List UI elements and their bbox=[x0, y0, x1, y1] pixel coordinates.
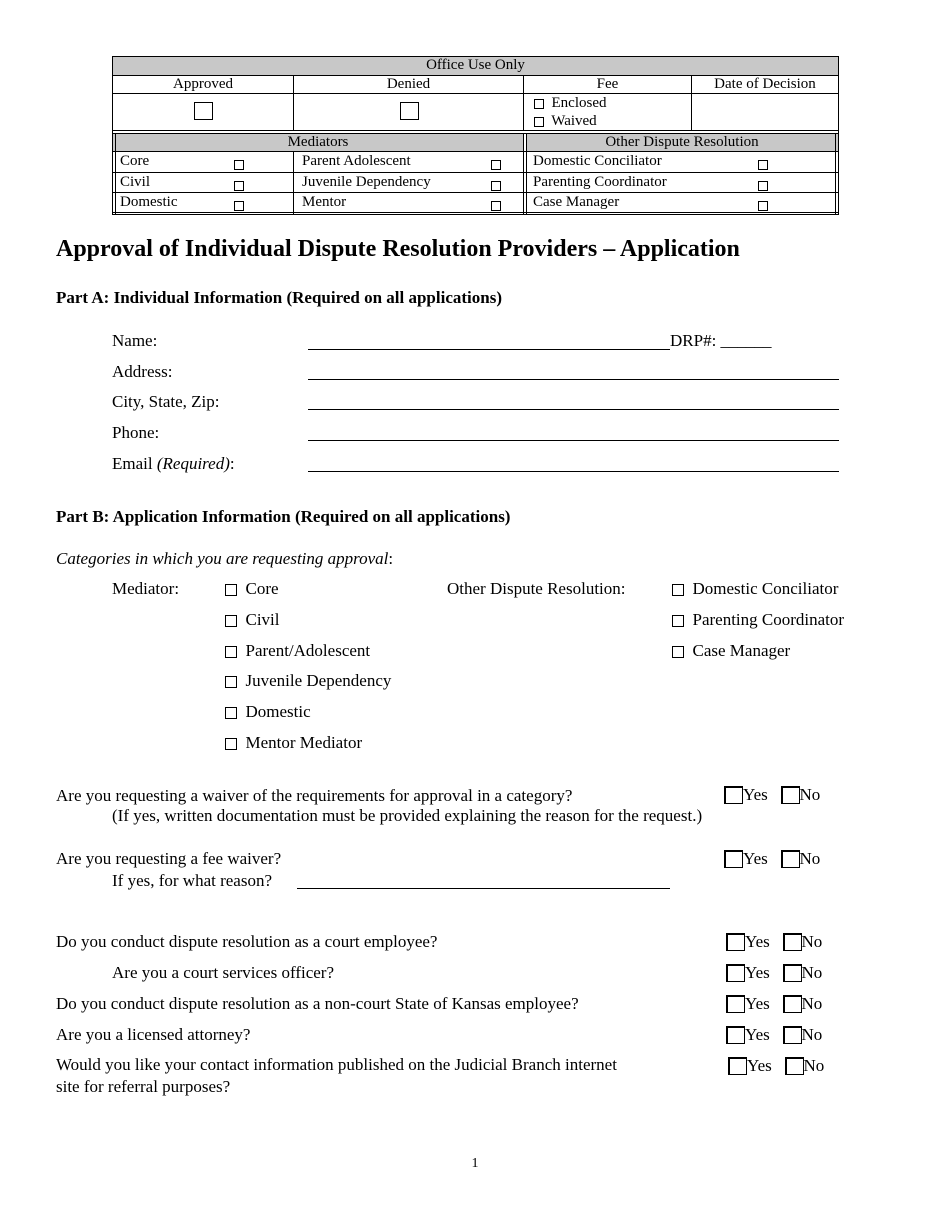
address-input[interactable] bbox=[308, 379, 839, 380]
email-label-text: Email bbox=[112, 454, 157, 473]
yes-label: Yes bbox=[745, 1025, 770, 1045]
office-parent-adolescent-checkbox[interactable] bbox=[491, 156, 501, 173]
q-state-employee-yes-checkbox[interactable] bbox=[726, 995, 745, 1013]
q-cso: Are you a court services officer? bbox=[112, 963, 334, 982]
office-core-checkbox[interactable] bbox=[234, 156, 244, 173]
office-med-domestic: Domestic bbox=[120, 194, 178, 210]
denied-header: Denied bbox=[386, 76, 431, 92]
q-court-employee-yesno bbox=[726, 931, 822, 952]
part-a-heading: Part A: Individual Information (Required on all applications) bbox=[56, 288, 502, 307]
q-attorney: Are you a licensed attorney? bbox=[56, 1025, 251, 1044]
part-b-heading: Part B: Application Information (Required on all applications) bbox=[56, 507, 511, 526]
office-odr-parenting: Parenting Coordinator bbox=[533, 174, 667, 190]
mediator-option-parent-adolescent[interactable] bbox=[225, 641, 370, 661]
mediator-core-label: Core bbox=[245, 579, 279, 598]
no-label: No bbox=[801, 994, 823, 1014]
mediator-civil-checkbox[interactable] bbox=[225, 615, 237, 627]
q-attorney-no-checkbox[interactable] bbox=[783, 1026, 802, 1044]
q-court-employee: Do you conduct dispute resolution as a court employee? bbox=[56, 932, 438, 951]
q-attorney-yes-checkbox[interactable] bbox=[726, 1026, 745, 1044]
q-waiver-yes-checkbox[interactable] bbox=[724, 786, 743, 804]
email-colon: : bbox=[229, 454, 235, 473]
categories-intro bbox=[56, 549, 393, 569]
yes-label: Yes bbox=[745, 994, 770, 1014]
no-label: No bbox=[801, 1025, 823, 1045]
q-state-employee-yesno bbox=[726, 993, 822, 1014]
approved-header: Approved bbox=[173, 76, 233, 92]
office-med-core: Core bbox=[120, 153, 150, 169]
no-label: No bbox=[799, 785, 821, 805]
fee-waived-checkbox[interactable] bbox=[534, 117, 544, 127]
email-label bbox=[112, 454, 235, 474]
mediator-domestic-label: Domestic bbox=[245, 702, 311, 721]
yes-label: Yes bbox=[745, 963, 770, 983]
mediator-parent-adolescent-label: Parent/Adolescent bbox=[245, 641, 371, 660]
odr-option-case-manager[interactable] bbox=[672, 641, 790, 661]
odr-parenting-label: Parenting Coordinator bbox=[692, 610, 845, 629]
mediator-option-mentor[interactable] bbox=[225, 733, 362, 753]
mediator-juvenile-label: Juvenile Dependency bbox=[245, 671, 392, 690]
odr-conciliator-label: Domestic Conciliator bbox=[692, 579, 839, 598]
office-use-title: Office Use Only bbox=[113, 57, 838, 75]
q-publish-yesno bbox=[728, 1055, 824, 1076]
mediator-option-core[interactable] bbox=[225, 579, 279, 599]
approved-checkbox[interactable] bbox=[194, 102, 213, 125]
q-cso-yesno bbox=[726, 962, 822, 983]
email-required-note: (Required) bbox=[156, 454, 230, 473]
q-cso-no-checkbox[interactable] bbox=[783, 964, 802, 982]
denied-checkbox[interactable] bbox=[400, 102, 419, 125]
q-state-employee: Do you conduct dispute resolution as a non-court State of Kansas employee? bbox=[56, 994, 579, 1013]
mediator-civil-label: Civil bbox=[245, 610, 280, 629]
q-waiver-note: (If yes, written documentation must be provided explaining the reason for the request.) bbox=[112, 806, 703, 825]
fee-waived-option[interactable] bbox=[534, 113, 597, 130]
q-waiver-no-checkbox[interactable] bbox=[781, 786, 800, 804]
odr-conciliator-checkbox[interactable] bbox=[672, 584, 684, 596]
no-label: No bbox=[803, 1056, 825, 1076]
fee-enclosed-option[interactable] bbox=[534, 95, 606, 112]
yes-label: Yes bbox=[745, 932, 770, 952]
q-publish-no-checkbox[interactable] bbox=[785, 1057, 804, 1075]
q-court-employee-yes-checkbox[interactable] bbox=[726, 933, 745, 951]
odr-case-manager-checkbox[interactable] bbox=[672, 646, 684, 658]
q-court-employee-no-checkbox[interactable] bbox=[783, 933, 802, 951]
mediator-domestic-checkbox[interactable] bbox=[225, 707, 237, 719]
q-publish-line2: site for referral purposes? bbox=[56, 1077, 231, 1096]
date-of-decision-header: Date of Decision bbox=[714, 76, 816, 92]
odr-parenting-checkbox[interactable] bbox=[672, 615, 684, 627]
categories-colon: : bbox=[388, 549, 394, 568]
odr-option-conciliator[interactable] bbox=[672, 579, 838, 599]
no-label: No bbox=[801, 963, 823, 983]
mediator-mentor-checkbox[interactable] bbox=[225, 738, 237, 750]
office-med-mentor: Mentor bbox=[302, 194, 347, 210]
office-med-parent-adolescent: Parent Adolescent bbox=[302, 153, 411, 169]
q-waiver-yesno bbox=[724, 784, 820, 805]
office-use-table bbox=[112, 56, 839, 215]
mediator-option-civil[interactable] bbox=[225, 610, 280, 630]
phone-input[interactable] bbox=[308, 440, 839, 441]
mediator-parent-adolescent-checkbox[interactable] bbox=[225, 646, 237, 658]
page-title: Approval of Individual Dispute Resolution Providers – Application bbox=[56, 236, 740, 262]
fee-enclosed-label: Enclosed bbox=[551, 95, 607, 111]
mediators-header: Mediators bbox=[113, 134, 523, 151]
name-label: Name: bbox=[112, 331, 158, 350]
office-med-civil: Civil bbox=[120, 174, 151, 190]
q-attorney-yesno bbox=[726, 1024, 822, 1045]
q-waiver: Are you requesting a waiver of the requirements for approval in a category? bbox=[56, 786, 573, 805]
mediator-option-juvenile[interactable] bbox=[225, 671, 391, 691]
page-number: 1 bbox=[471, 1156, 479, 1171]
yes-label: Yes bbox=[743, 849, 768, 869]
fee-header: Fee bbox=[596, 76, 619, 92]
phone-label: Phone: bbox=[112, 423, 160, 442]
q-fee-yes-checkbox[interactable] bbox=[724, 850, 743, 868]
email-input[interactable] bbox=[308, 471, 839, 472]
q-fee: Are you requesting a fee waiver? bbox=[56, 849, 282, 868]
date-of-decision-field[interactable] bbox=[692, 94, 838, 130]
mediator-juvenile-checkbox[interactable] bbox=[225, 676, 237, 688]
mediator-core-checkbox[interactable] bbox=[225, 584, 237, 596]
odr-header: Other Dispute Resolution bbox=[526, 134, 838, 151]
drp-label: DRP#: ______ bbox=[670, 331, 772, 350]
office-odr-case-manager: Case Manager bbox=[533, 194, 620, 210]
address-label: Address: bbox=[112, 362, 173, 381]
q-publish-line1: Would you like your contact information published on the Judicial Branch internet bbox=[56, 1055, 617, 1074]
fee-waived-label: Waived bbox=[551, 113, 597, 129]
city-state-zip-input[interactable] bbox=[308, 409, 839, 410]
q-fee-reason-label: If yes, for what reason? bbox=[112, 871, 273, 890]
q-fee-no-checkbox[interactable] bbox=[781, 850, 800, 868]
no-label: No bbox=[799, 849, 821, 869]
q-publish-yes-checkbox[interactable] bbox=[728, 1057, 747, 1075]
office-odr-conciliator: Domestic Conciliator bbox=[533, 153, 662, 169]
odr-label: Other Dispute Resolution: bbox=[447, 579, 626, 598]
fee-enclosed-checkbox[interactable] bbox=[534, 99, 544, 109]
city-state-zip-label: City, State, Zip: bbox=[112, 392, 220, 411]
mediator-mentor-label: Mentor Mediator bbox=[245, 733, 363, 752]
office-med-juvenile: Juvenile Dependency bbox=[302, 174, 431, 190]
name-input[interactable] bbox=[308, 349, 670, 350]
q-fee-reason-input[interactable] bbox=[297, 888, 670, 889]
q-fee-yesno bbox=[724, 848, 820, 869]
yes-label: Yes bbox=[743, 785, 768, 805]
odr-option-parenting[interactable] bbox=[672, 610, 844, 630]
categories-intro-text: Categories in which you are requesting approval bbox=[56, 549, 389, 568]
yes-label: Yes bbox=[747, 1056, 772, 1076]
no-label: No bbox=[801, 932, 823, 952]
q-cso-yes-checkbox[interactable] bbox=[726, 964, 745, 982]
odr-case-manager-label: Case Manager bbox=[692, 641, 791, 660]
office-conciliator-checkbox[interactable] bbox=[758, 156, 768, 173]
mediator-option-domestic[interactable] bbox=[225, 702, 311, 722]
q-state-employee-no-checkbox[interactable] bbox=[783, 995, 802, 1013]
mediator-label: Mediator: bbox=[112, 579, 180, 598]
